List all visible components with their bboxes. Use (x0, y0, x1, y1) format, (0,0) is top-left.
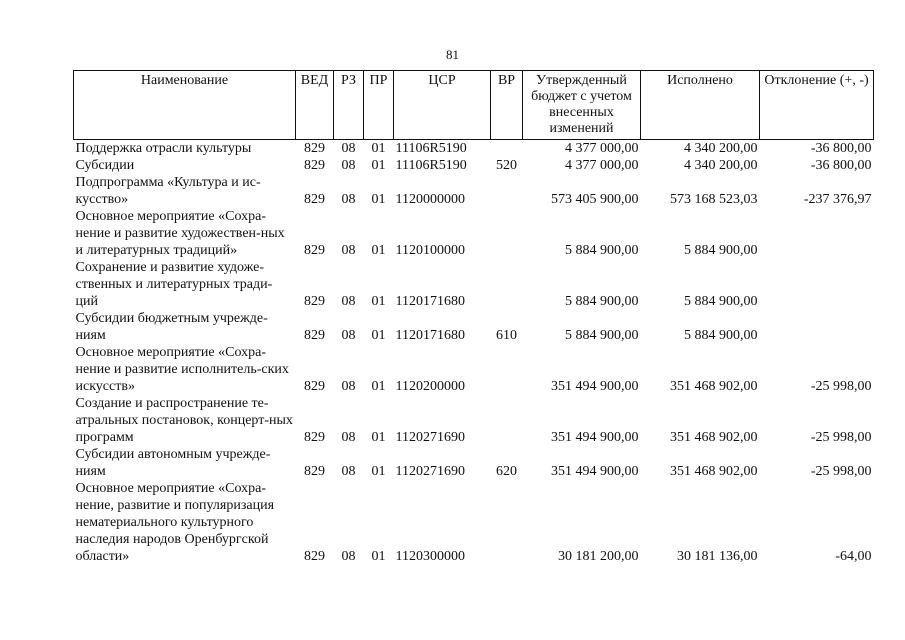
row-rz: 08 (341, 192, 356, 207)
row-csr: 1120171680 (395, 328, 465, 343)
row-budget: 351 494 900,00 (551, 379, 639, 394)
row-budget: 30 181 200,00 (558, 549, 639, 564)
row-ved: 829 (304, 141, 325, 156)
row-budget: 351 494 900,00 (551, 464, 639, 479)
row-name: Подпрограмма «Культура и ис-кусство» (75, 175, 261, 207)
header-pr: ПР (364, 71, 394, 140)
row-name: Субсидии бюджетным учрежде-ниям (75, 311, 268, 343)
row-csr: 1120171680 (395, 294, 465, 309)
row-ved: 829 (304, 430, 325, 445)
row-deviation (760, 310, 874, 344)
row-done: 351 468 902,00 (670, 379, 758, 394)
row-ved: 829 (304, 464, 325, 479)
row-name: Поддержка отрасли культуры (75, 141, 252, 156)
row-pr: 01 (371, 243, 386, 258)
row-csr: 1120100000 (395, 243, 465, 258)
row-csr: 11106R5190 (395, 141, 467, 156)
row-rz: 08 (341, 158, 356, 173)
row-rz: 08 (341, 243, 356, 258)
table-header-row (74, 71, 874, 140)
row-name: Субсидии (75, 158, 135, 173)
budget-execution-table (73, 70, 874, 565)
row-deviation (760, 259, 874, 310)
row-budget: 5 884 900,00 (565, 243, 639, 258)
row-budget: 573 405 900,00 (551, 192, 639, 207)
row-vr (491, 395, 523, 446)
header-ved: ВЕД (296, 71, 334, 140)
row-name: Создание и распространение те-атральных постановок, концерт-ных программ (75, 396, 293, 445)
table-row (74, 395, 874, 446)
row-done: 5 884 900,00 (684, 328, 758, 343)
table-row (74, 157, 874, 174)
table-row (74, 480, 874, 565)
row-csr: 11106R5190 (395, 158, 467, 173)
row-ved: 829 (304, 549, 325, 564)
row-pr: 01 (371, 141, 386, 156)
row-deviation (760, 208, 874, 259)
row-vr (491, 480, 523, 565)
row-deviation: -36 800,00 (810, 141, 872, 156)
row-vr (491, 344, 523, 395)
row-pr: 01 (371, 294, 386, 309)
row-rz: 08 (341, 294, 356, 309)
row-vr (491, 208, 523, 259)
row-done: 30 181 136,00 (677, 549, 758, 564)
header-csr: ЦСР (394, 71, 491, 140)
header-rz: РЗ (334, 71, 364, 140)
row-pr: 01 (371, 549, 386, 564)
row-csr: 1120200000 (395, 379, 465, 394)
row-done: 4 340 200,00 (684, 141, 758, 156)
row-ved: 829 (304, 328, 325, 343)
table-row (74, 259, 874, 310)
row-name: Основное мероприятие «Сохра-нение и развитие исполнитель-ских искусств» (75, 345, 289, 394)
header-vr: ВР (491, 71, 523, 140)
row-csr: 1120000000 (395, 192, 465, 207)
row-done: 4 340 200,00 (684, 158, 758, 173)
row-deviation: -25 998,00 (810, 379, 872, 394)
header-deviation: Отклонение (+, -) (760, 71, 874, 140)
row-deviation: -25 998,00 (810, 464, 872, 479)
row-budget: 351 494 900,00 (551, 430, 639, 445)
row-ved: 829 (304, 158, 325, 173)
row-name: Сохранение и развитие художе-ственных и литературных тради-ций (75, 260, 273, 309)
row-deviation: -64,00 (835, 549, 872, 564)
row-name: Основное мероприятие «Сохра-нение, развитие и популяризация нематериального культурного наследия народов Оренбургской области» (75, 481, 275, 564)
row-name: Субсидии автономным учрежде-ниям (75, 447, 271, 479)
row-rz: 08 (341, 141, 356, 156)
row-rz: 08 (341, 430, 356, 445)
row-ved: 829 (304, 294, 325, 309)
row-done: 5 884 900,00 (684, 294, 758, 309)
row-vr (491, 174, 523, 208)
row-done: 573 168 523,03 (670, 192, 758, 207)
row-rz: 08 (341, 464, 356, 479)
row-pr: 01 (371, 430, 386, 445)
table-row (74, 208, 874, 259)
row-vr (491, 140, 523, 158)
row-pr: 01 (371, 328, 386, 343)
row-budget: 5 884 900,00 (565, 294, 639, 309)
table-body (74, 140, 874, 566)
table-row (74, 174, 874, 208)
header-name: Наименование (74, 71, 296, 140)
row-csr: 1120271690 (395, 430, 465, 445)
page-number: 81 (446, 47, 459, 62)
row-vr: 610 (496, 328, 517, 343)
row-rz: 08 (341, 328, 356, 343)
row-vr (491, 259, 523, 310)
row-pr: 01 (371, 464, 386, 479)
header-done: Исполнено (641, 71, 760, 140)
row-ved: 829 (304, 379, 325, 394)
row-ved: 829 (304, 243, 325, 258)
row-budget: 4 377 000,00 (565, 158, 639, 173)
row-pr: 01 (371, 379, 386, 394)
row-deviation: -36 800,00 (810, 158, 872, 173)
row-deviation: -237 376,97 (803, 192, 872, 207)
table-row (74, 344, 874, 395)
row-csr: 1120300000 (395, 549, 465, 564)
table-row (74, 446, 874, 480)
row-budget: 5 884 900,00 (565, 328, 639, 343)
row-vr: 520 (496, 158, 517, 173)
row-csr: 1120271690 (395, 464, 465, 479)
row-done: 351 468 902,00 (670, 464, 758, 479)
row-done: 5 884 900,00 (684, 243, 758, 258)
row-vr: 620 (496, 464, 517, 479)
table-row (74, 310, 874, 344)
row-ved: 829 (304, 192, 325, 207)
table-row (74, 140, 874, 158)
row-pr: 01 (371, 158, 386, 173)
row-done: 351 468 902,00 (670, 430, 758, 445)
row-deviation: -25 998,00 (810, 430, 872, 445)
row-rz: 08 (341, 379, 356, 394)
header-budget: Утвержденный бюджет с учетом внесенных изменений (523, 71, 641, 140)
row-pr: 01 (371, 192, 386, 207)
row-budget: 4 377 000,00 (565, 141, 639, 156)
row-name: Основное мероприятие «Сохра-нение и развитие художествен-ных и литературных традиций» (75, 209, 285, 258)
row-rz: 08 (341, 549, 356, 564)
